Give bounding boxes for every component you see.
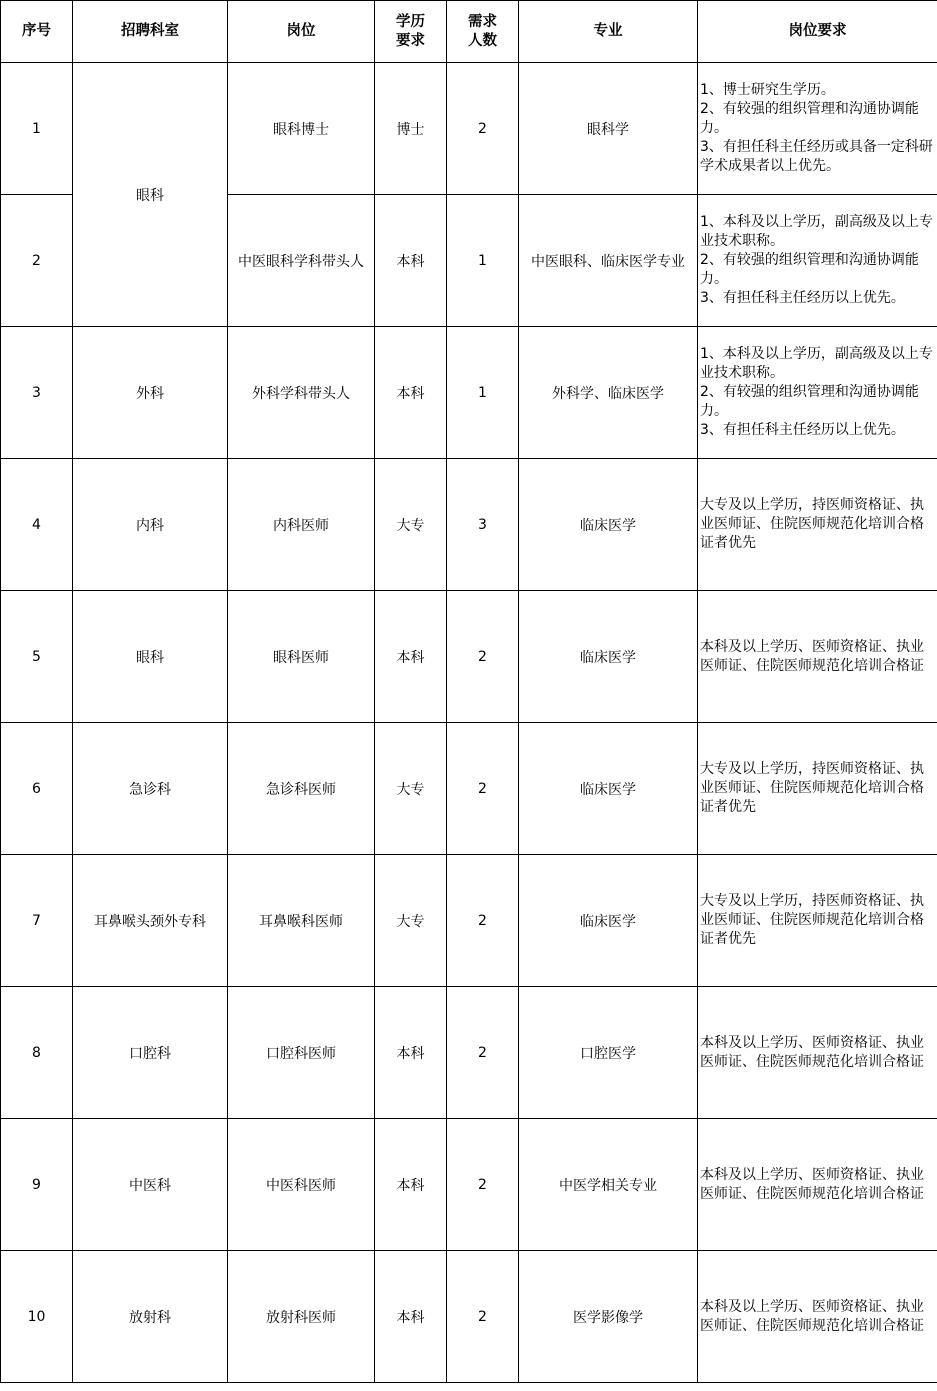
cell-department: 急诊科 [73,723,228,855]
cell-count: 1 [447,327,519,459]
cell-position: 中医眼科学科带头人 [228,195,375,327]
cell-major: 口腔医学 [519,987,698,1119]
cell-department: 外科 [73,327,228,459]
cell-requirements: 本科及以上学历、医师资格证、执业医师证、住院医师规范化培训合格证 [698,1119,937,1251]
cell-education: 本科 [375,987,447,1119]
header-position: 岗位 [228,1,375,63]
cell-education: 本科 [375,1251,447,1383]
header-requirements: 岗位要求 [698,1,937,63]
cell-education: 本科 [375,327,447,459]
table-row [1,723,937,855]
cell-department: 眼科 [73,63,228,327]
cell-major: 临床医学 [519,855,698,987]
cell-count: 3 [447,459,519,591]
cell-major: 外科学、临床医学 [519,327,698,459]
table-row [1,987,937,1119]
cell-major: 临床医学 [519,591,698,723]
cell-requirements: 大专及以上学历，持医师资格证、执业医师证、住院医师规范化培训合格证者优先 [698,855,937,987]
cell-education: 博士 [375,63,447,195]
cell-department: 内科 [73,459,228,591]
cell-index: 7 [1,855,73,987]
cell-index: 9 [1,1119,73,1251]
table-row [1,63,937,195]
cell-position: 急诊科医师 [228,723,375,855]
cell-requirements: 大专及以上学历，持医师资格证、执业医师证、住院医师规范化培训合格证者优先 [698,723,937,855]
header-department: 招聘科室 [73,1,228,63]
cell-education: 本科 [375,1119,447,1251]
cell-count: 2 [447,63,519,195]
header-count [447,1,519,63]
cell-count: 1 [447,195,519,327]
table-row [1,327,937,459]
cell-requirements: 1、本科及以上学历，副高级及以上专业技术职称。 2、有较强的组织管理和沟通协调能力。 3、有担任科主任经历以上优先。 [698,195,937,327]
table-header-row [1,1,937,63]
header-index: 序号 [1,1,73,63]
cell-education: 大专 [375,723,447,855]
cell-major: 临床医学 [519,459,698,591]
cell-index: 5 [1,591,73,723]
header-education-line2: 要求 [396,32,425,49]
header-major: 专业 [519,1,698,63]
cell-major: 眼科学 [519,63,698,195]
cell-position: 眼科博士 [228,63,375,195]
cell-position: 口腔科医师 [228,987,375,1119]
cell-requirements: 1、本科及以上学历，副高级及以上专业技术职称。 2、有较强的组织管理和沟通协调能力。 3、有担任科主任经历以上优先。 [698,327,937,459]
cell-index: 8 [1,987,73,1119]
cell-index: 3 [1,327,73,459]
cell-requirements: 本科及以上学历、医师资格证、执业医师证、住院医师规范化培训合格证 [698,591,937,723]
cell-position: 外科学科带头人 [228,327,375,459]
header-count-line2: 人数 [468,32,497,49]
cell-requirements: 本科及以上学历、医师资格证、执业医师证、住院医师规范化培训合格证 [698,1251,937,1383]
cell-major: 中医学相关专业 [519,1119,698,1251]
cell-major: 临床医学 [519,723,698,855]
cell-position: 内科医师 [228,459,375,591]
cell-department: 中医科 [73,1119,228,1251]
table-row [1,855,937,987]
cell-index: 4 [1,459,73,591]
cell-count: 2 [447,1251,519,1383]
header-count-line1: 需求 [468,13,497,30]
cell-department: 耳鼻喉头颈外专科 [73,855,228,987]
header-education-line1: 学历 [396,13,425,30]
cell-education: 本科 [375,195,447,327]
cell-index: 6 [1,723,73,855]
cell-count: 2 [447,855,519,987]
header-education [375,1,447,63]
cell-department: 口腔科 [73,987,228,1119]
cell-education: 本科 [375,591,447,723]
cell-requirements: 大专及以上学历，持医师资格证、执业医师证、住院医师规范化培训合格证者优先 [698,459,937,591]
cell-position: 中医科医师 [228,1119,375,1251]
cell-count: 2 [447,723,519,855]
table-row [1,1251,937,1383]
cell-major: 医学影像学 [519,1251,698,1383]
cell-position: 耳鼻喉科医师 [228,855,375,987]
cell-position: 眼科医师 [228,591,375,723]
cell-department: 眼科 [73,591,228,723]
cell-index: 2 [1,195,73,327]
table-row [1,459,937,591]
cell-department: 放射科 [73,1251,228,1383]
table-row [1,1119,937,1251]
cell-requirements: 本科及以上学历、医师资格证、执业医师证、住院医师规范化培训合格证 [698,987,937,1119]
cell-count: 2 [447,1119,519,1251]
cell-count: 2 [447,591,519,723]
cell-requirements: 1、博士研究生学历。 2、有较强的组织管理和沟通协调能力。 3、有担任科主任经历或具备一定科研学术成果者以上优先。 [698,63,937,195]
cell-major: 中医眼科、临床医学专业 [519,195,698,327]
cell-education: 大专 [375,855,447,987]
table-row [1,591,937,723]
cell-index: 10 [1,1251,73,1383]
cell-position: 放射科医师 [228,1251,375,1383]
cell-count: 2 [447,987,519,1119]
cell-education: 大专 [375,459,447,591]
cell-index: 1 [1,63,73,195]
